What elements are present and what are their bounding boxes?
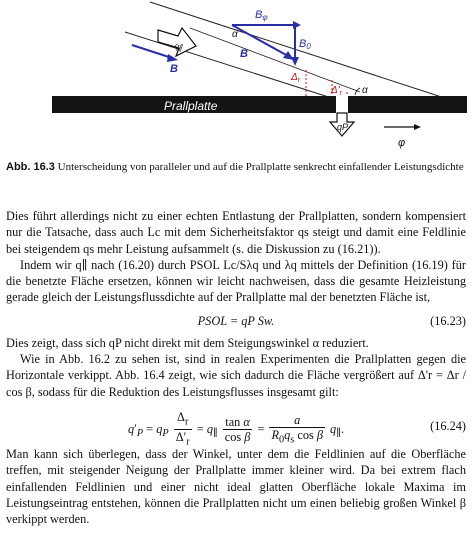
plate-gap (336, 96, 348, 113)
b-left-arrow (132, 45, 172, 58)
equation-16-24 (6, 404, 466, 448)
paragraph-1: Dies führt allerdings nicht zu einer echten Entlastung der Prallplatten, sondern kompensiert nur die Tatsache, dass auch Lc mit dem Sicherheitsfaktor qs steigt und damit eine Feldlinie bei steigendem qs mehr Leistung aufsammelt (s. die Diskussion zu (16.21)). (6, 209, 466, 256)
figure-field-lines (0, 0, 475, 155)
b-inner-arrowhead (283, 51, 294, 60)
label-alpha-top: α (232, 29, 238, 40)
equation-16-24-number: (16.24) (430, 418, 466, 433)
label-delta-r: $\Delta_r$ (291, 72, 301, 84)
label-b-left: B (170, 63, 178, 75)
paragraph-3: Dies zeigt, dass sich qP nicht direkt mit dem Steigungswinkel α reduziert. (6, 335, 369, 350)
figure-caption (6, 161, 466, 175)
equation-16-23-formula: PSOL = qP Sw. (197, 313, 275, 328)
paragraph-5: Man kann sich überlegen, dass der Winkel, unter dem die Feldlinien auf die Oberfläche treffen, mit steigender Neigung der Prallplatte immer kleiner wird. Da bei extrem flach einfallenden Feldlinien und einer nicht ideal glatten Oberfläche lokale Maxima im Leistungseintrag entstehen, können die Prallplatten nicht um einen beliebig großen Winkel β verkippt werden. (6, 446, 466, 527)
plate (52, 96, 467, 113)
label-delta-r-prime: $\Delta'_r$ (331, 85, 342, 97)
equation-16-23-number: (16.23) (430, 313, 466, 328)
field-line-upper (150, 2, 460, 103)
label-qp: qP (337, 122, 349, 132)
body-text (6, 208, 466, 527)
equation-16-23 (6, 311, 466, 333)
label-q-parallel: q∥ (173, 41, 185, 53)
equation-16-24-formula: $q'_P = q_P$ $\frac{\Delta_r}{\Delta'_r}$ = $q_\parallel$ $\frac{\text{tan α}}{\text{cos β}}$ = $\frac{a}{R_0q_s \cos \beta}$ $q_\parallel$. (127, 409, 345, 448)
label-phi: φ (398, 137, 406, 149)
caption-label: Abb. 16.3 (6, 161, 55, 173)
paragraph-4: Wie in Abb. 16.2 zu sehen ist, sind in realen Experimenten die Prallplatten gegen die Horizontale verkippt. Abb. 16.4 zeigt, wie sich dadurch die Fläche vergrößert auf Δ'r = Δr / cos β, sodass für die Reduktion des Leistungsflusses insgesamt gilt: (6, 352, 466, 399)
plate-label: Prallplatte (164, 99, 218, 113)
paragraph-2: Indem wir q∥ nach (16.20) durch PSOL Lc/Sλq und λq mittels der Definition (16.19) für die benetzte Fläche ersetzen, können wir leicht nachweisen, dass die gesamte Heizleistung gerade gleich der Leistungsflussdichte auf der Prallplatte mal der benetzten Fläche ist, (6, 257, 466, 305)
label-alpha-right: α (362, 85, 368, 96)
caption-text: Unterscheidung von paralleler und auf die Prallplatte senkrecht einfallender Leistungsdichte (57, 161, 464, 173)
phi-arrowhead (414, 124, 421, 130)
field-line-mid (190, 28, 360, 92)
label-b-phi: Bφ (255, 9, 268, 22)
label-b-zero: B0 (299, 38, 311, 51)
label-b-inner: B (240, 48, 248, 60)
